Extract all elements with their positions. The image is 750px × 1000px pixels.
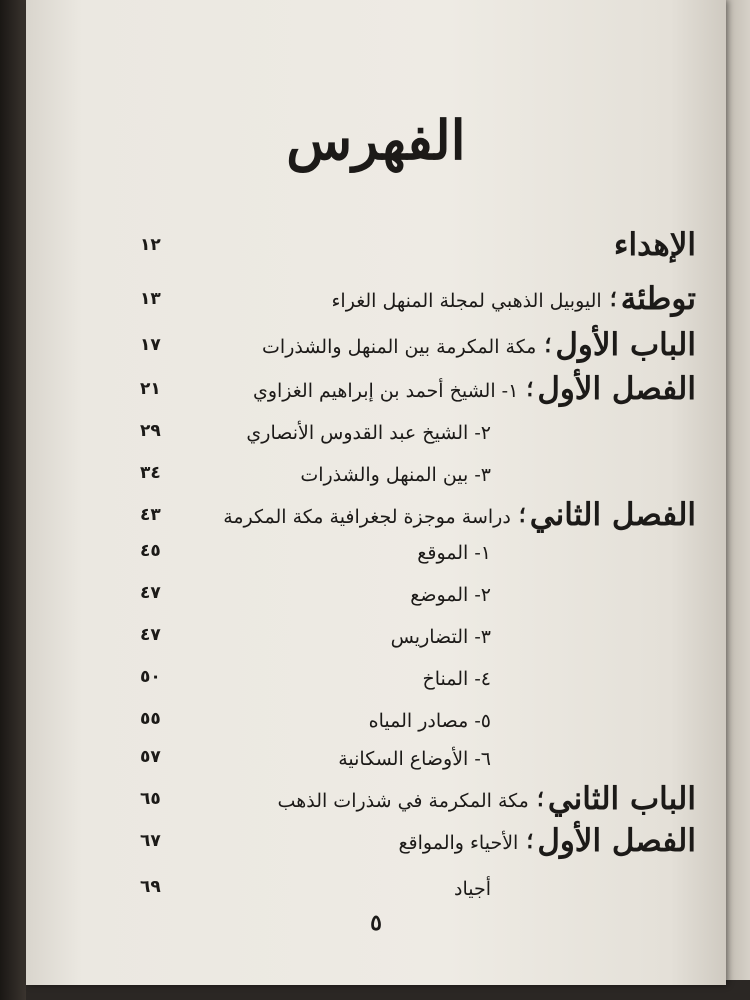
toc-separator: ؛ bbox=[526, 828, 534, 854]
toc-entry bbox=[126, 528, 696, 574]
toc-page-number: ١٢ bbox=[140, 235, 161, 255]
toc-entry bbox=[126, 450, 696, 496]
toc-page-number: ٦٩ bbox=[140, 877, 161, 897]
toc-section-label: الباب الأول bbox=[555, 327, 696, 363]
toc-entry-text: ٢- الشيخ عبد القدوس الأنصاري bbox=[246, 422, 491, 444]
toc-page-number: ٥٠ bbox=[140, 667, 161, 687]
table-of-contents bbox=[26, 0, 726, 985]
toc-page-number: ٢٩ bbox=[140, 421, 161, 441]
toc-page-number: ٤٧ bbox=[140, 625, 161, 645]
toc-entry-text: ٥- مصادر المياه bbox=[368, 710, 491, 732]
toc-entry-text: ١- الموقع bbox=[417, 542, 491, 564]
toc-entry-text: ١- الشيخ أحمد بن إبراهيم الغزاوي bbox=[252, 380, 519, 402]
toc-entry-text: ٣- بين المنهل والشذرات bbox=[300, 464, 491, 486]
toc-section-label: الإهداء bbox=[613, 227, 696, 263]
toc-entry bbox=[126, 222, 696, 268]
toc-entry bbox=[126, 776, 696, 822]
toc-entry bbox=[126, 276, 696, 322]
page-number: ٥ bbox=[370, 910, 382, 936]
toc-entry bbox=[126, 570, 696, 616]
book-spine bbox=[0, 0, 26, 1000]
toc-page-number: ٥٧ bbox=[140, 747, 161, 767]
toc-entry-text: دراسة موجزة لجغرافية مكة المكرمة bbox=[223, 506, 511, 528]
toc-page-number: ٦٧ bbox=[140, 831, 161, 851]
toc-entry-text: مكة المكرمة في شذرات الذهب bbox=[277, 790, 529, 812]
toc-section-label: الباب الثاني bbox=[547, 781, 696, 817]
toc-entry-text: مكة المكرمة بين المنهل والشذرات bbox=[262, 336, 537, 358]
toc-entry-text: ٤- المناخ bbox=[422, 668, 491, 690]
toc-entry bbox=[126, 322, 696, 368]
toc-entry bbox=[126, 612, 696, 658]
toc-entry bbox=[126, 654, 696, 700]
toc-entry-text: ٦- الأوضاع السكانية bbox=[338, 748, 491, 770]
toc-page-number: ٢١ bbox=[140, 379, 161, 399]
toc-separator: ؛ bbox=[544, 332, 552, 358]
toc-page-number: ١٧ bbox=[140, 335, 161, 355]
toc-entry bbox=[126, 734, 696, 780]
toc-page-number: ٥٥ bbox=[140, 709, 161, 729]
toc-entry bbox=[126, 818, 696, 864]
toc-page-number: ٤٥ bbox=[140, 541, 161, 561]
toc-entry-text: أجياد bbox=[453, 878, 491, 900]
toc-section-label: الفصل الأول bbox=[537, 371, 696, 407]
toc-entry bbox=[126, 408, 696, 454]
toc-separator: ؛ bbox=[609, 286, 617, 312]
toc-entry-text: ٣- التضاريس bbox=[390, 626, 491, 648]
toc-separator: ؛ bbox=[536, 786, 544, 812]
toc-separator: ؛ bbox=[526, 376, 534, 402]
toc-page-number: ٦٥ bbox=[140, 789, 161, 809]
book-page bbox=[26, 0, 726, 985]
toc-entry-text: الأحياء والمواقع bbox=[398, 832, 519, 854]
toc-entry-text: ٢- الموضع bbox=[410, 584, 491, 606]
toc-section-label: توطئة bbox=[620, 281, 696, 317]
toc-section-label: الفصل الأول bbox=[537, 823, 696, 859]
toc-section-label: الفصل الثاني bbox=[529, 497, 696, 533]
page-title: الفهرس bbox=[286, 108, 466, 172]
toc-entry-text: اليوبيل الذهبي لمجلة المنهل الغراء bbox=[331, 290, 602, 312]
toc-separator: ؛ bbox=[518, 502, 526, 528]
toc-entry bbox=[126, 366, 696, 412]
toc-page-number: ١٣ bbox=[140, 289, 161, 309]
toc-page-number: ٣٤ bbox=[140, 463, 161, 483]
toc-entry bbox=[126, 864, 696, 910]
toc-page-number: ٤٧ bbox=[140, 583, 161, 603]
toc-page-number: ٤٣ bbox=[140, 505, 161, 525]
